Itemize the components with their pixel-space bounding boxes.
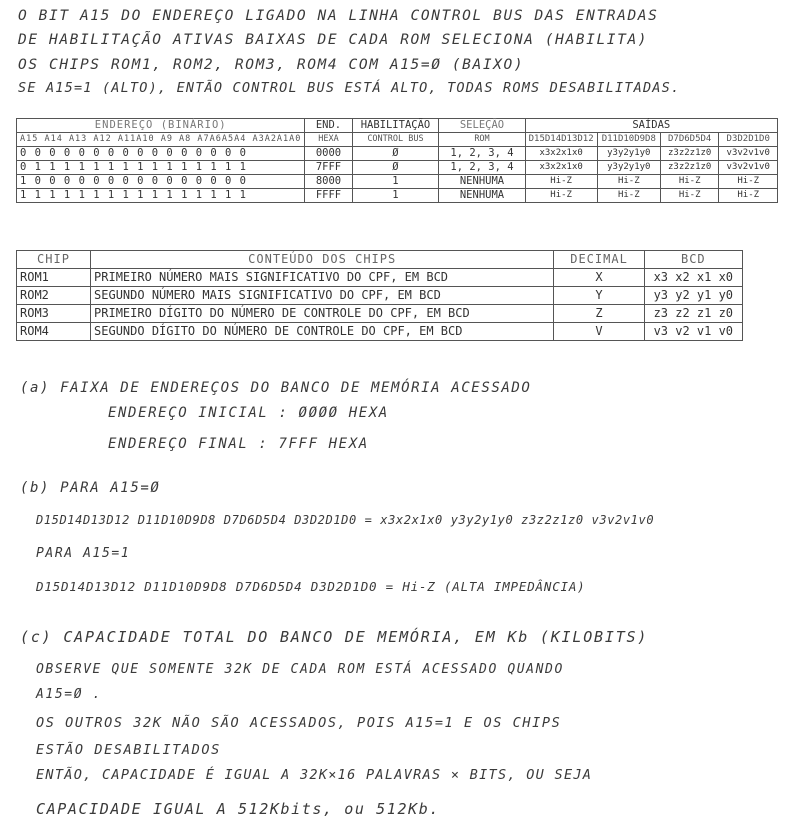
decimal-cell: V: [554, 323, 644, 341]
address-table: [16, 118, 778, 203]
output-cell: Hi-Z: [719, 175, 778, 189]
out4-subheader: D3D2D1D0: [719, 133, 778, 147]
part-c-line-4: ESTÃO DESABILITADOS: [36, 742, 221, 758]
out3-subheader: D7D6D5D4: [660, 133, 719, 147]
chip-contents-table: [16, 250, 743, 341]
select-cell: NENHUMA: [439, 189, 525, 203]
output-cell: y3y2y1y0: [597, 147, 660, 161]
chip-cell: ROM1: [17, 269, 91, 287]
select-cell: 1, 2, 3, 4: [439, 147, 525, 161]
decimal-cell: Z: [554, 305, 644, 323]
output-cell: z3z2z1z0: [660, 147, 719, 161]
enable-cell: Ø: [352, 161, 439, 175]
enable-cell: Ø: [352, 147, 439, 161]
output-cell: Hi-Z: [525, 189, 597, 203]
select-header: SELEÇÃO: [439, 119, 525, 133]
enable-cell: 1: [352, 175, 439, 189]
part-b-equation-2: D15D14D13D12 D11D10D9D8 D7D6D5D4 D3D2D1D0 = Hi-Z (ALTA IMPEDÂNCIA): [36, 579, 586, 594]
address-subheader: A15 A14 A13 A12 A11A10 A9 A8 A7A6A5A4 A3A2A1A0: [17, 133, 305, 147]
content-cell: SEGUNDO DÍGITO DO NÚMERO DE CONTROLE DO CPF, EM BCD: [91, 323, 554, 341]
output-cell: y3y2y1y0: [597, 161, 660, 175]
part-b-equation-1: D15D14D13D12 D11D10D9D8 D7D6D5D4 D3D2D1D0 = x3x2x1x0 y3y2y1y0 z3z2z1z0 v3v2v1v0: [36, 513, 655, 527]
table-row: [17, 161, 778, 175]
address-cell: 1 1 1 1 1 1 1 1 1 1 1 1 1 1 1 1: [17, 189, 305, 203]
hex-cell: FFFF: [305, 189, 352, 203]
part-c-line-6: CAPACIDADE IGUAL A 512Kbits, ou 512Kb.: [36, 800, 440, 818]
select-cell: NENHUMA: [439, 175, 525, 189]
output-cell: x3x2x1x0: [525, 147, 597, 161]
table-row: [17, 269, 743, 287]
intro-line-2: DE HABILITAÇÃO ATIVAS BAIXAS DE CADA ROM SELECIONA (HABILITA): [18, 32, 649, 48]
part-b-title: (b) PARA A15=Ø: [20, 480, 161, 496]
output-cell: z3z2z1z0: [660, 161, 719, 175]
content-cell: SEGUNDO NÚMERO MAIS SIGNIFICATIVO DO CPF, EM BCD: [91, 287, 554, 305]
intro-line-1: O BIT A15 DO ENDEREÇO LIGADO NA LINHA CONTROL BUS DAS ENTRADAS: [18, 8, 659, 24]
enable-subheader: CONTROL BUS: [352, 133, 439, 147]
output-cell: v3v2v1v0: [719, 147, 778, 161]
table-row: [17, 323, 743, 341]
outputs-header: SAÍDAS: [525, 119, 777, 133]
bcd-cell: v3 v2 v1 v0: [644, 323, 742, 341]
hex-cell: 8000: [305, 175, 352, 189]
part-a-end-address: ENDEREÇO FINAL : 7FFF HEXA: [108, 436, 369, 452]
table-row: [17, 175, 778, 189]
table-row: [17, 147, 778, 161]
output-cell: v3v2v1v0: [719, 161, 778, 175]
enable-cell: 1: [352, 189, 439, 203]
select-subheader: ROM: [439, 133, 525, 147]
part-b-condition-2: PARA A15=1: [36, 546, 131, 561]
decimal-cell: X: [554, 269, 644, 287]
chip-cell: ROM4: [17, 323, 91, 341]
intro-line-4: SE A15=1 (ALTO), ENTÃO CONTROL BUS ESTÁ ALTO, TODAS ROMS DESABILITADAS.: [18, 80, 681, 96]
out1-subheader: D15D14D13D12: [525, 133, 597, 147]
chip-cell: ROM3: [17, 305, 91, 323]
output-cell: Hi-Z: [597, 175, 660, 189]
intro-line-3: OS CHIPS ROM1, ROM2, ROM3, ROM4 COM A15=Ø (BAIXO): [18, 57, 525, 73]
end-header: END.: [305, 119, 352, 133]
part-c-line-5: ENTÃO, CAPACIDADE É IGUAL A 32K×16 PALAVRAS × BITS, OU SEJA: [36, 767, 593, 783]
end-subheader: HEXA: [305, 133, 352, 147]
table-row: [17, 305, 743, 323]
decimal-header: DECIMAL: [554, 251, 644, 269]
output-cell: Hi-Z: [597, 189, 660, 203]
bcd-cell: x3 x2 x1 x0: [644, 269, 742, 287]
content-header: CONTEÚDO DOS CHIPS: [91, 251, 554, 269]
address-cell: 1 0 0 0 0 0 0 0 0 0 0 0 0 0 0 0: [17, 175, 305, 189]
address-cell: 0 1 1 1 1 1 1 1 1 1 1 1 1 1 1 1: [17, 161, 305, 175]
part-c-line-2: A15=Ø .: [36, 687, 102, 702]
content-cell: PRIMEIRO NÚMERO MAIS SIGNIFICATIVO DO CPF, EM BCD: [91, 269, 554, 287]
output-cell: Hi-Z: [660, 189, 719, 203]
part-c-line-1: OBSERVE QUE SOMENTE 32K DE CADA ROM ESTÁ ACESSADO QUANDO: [36, 662, 564, 677]
output-cell: Hi-Z: [719, 189, 778, 203]
bcd-header: BCD: [644, 251, 742, 269]
table-row: [17, 189, 778, 203]
decimal-cell: Y: [554, 287, 644, 305]
enable-header: HABILITAÇÃO: [352, 119, 439, 133]
chip-cell: ROM2: [17, 287, 91, 305]
hex-cell: 0000: [305, 147, 352, 161]
part-c-line-3: OS OUTROS 32K NÃO SÃO ACESSADOS, POIS A15=1 E OS CHIPS: [36, 715, 562, 731]
output-cell: Hi-Z: [525, 175, 597, 189]
output-cell: Hi-Z: [660, 175, 719, 189]
address-cell: 0 0 0 0 0 0 0 0 0 0 0 0 0 0 0 0: [17, 147, 305, 161]
bcd-cell: y3 y2 y1 y0: [644, 287, 742, 305]
part-c-title: (c) CAPACIDADE TOTAL DO BANCO DE MEMÓRIA, EM Kb (KILOBITS): [20, 628, 649, 646]
bcd-cell: z3 z2 z1 z0: [644, 305, 742, 323]
chip-header: CHIP: [17, 251, 91, 269]
table-row: [17, 287, 743, 305]
part-a-start-address: ENDEREÇO INICIAL : ØØØØ HEXA: [108, 405, 389, 421]
part-a-title: (a) FAIXA DE ENDEREÇOS DO BANCO DE MEMÓRIA ACESSADO: [20, 380, 532, 396]
content-cell: PRIMEIRO DÍGITO DO NÚMERO DE CONTROLE DO CPF, EM BCD: [91, 305, 554, 323]
hex-cell: 7FFF: [305, 161, 352, 175]
out2-subheader: D11D10D9D8: [597, 133, 660, 147]
address-header: ENDEREÇO (BINÁRIO): [17, 119, 305, 133]
select-cell: 1, 2, 3, 4: [439, 161, 525, 175]
output-cell: x3x2x1x0: [525, 161, 597, 175]
